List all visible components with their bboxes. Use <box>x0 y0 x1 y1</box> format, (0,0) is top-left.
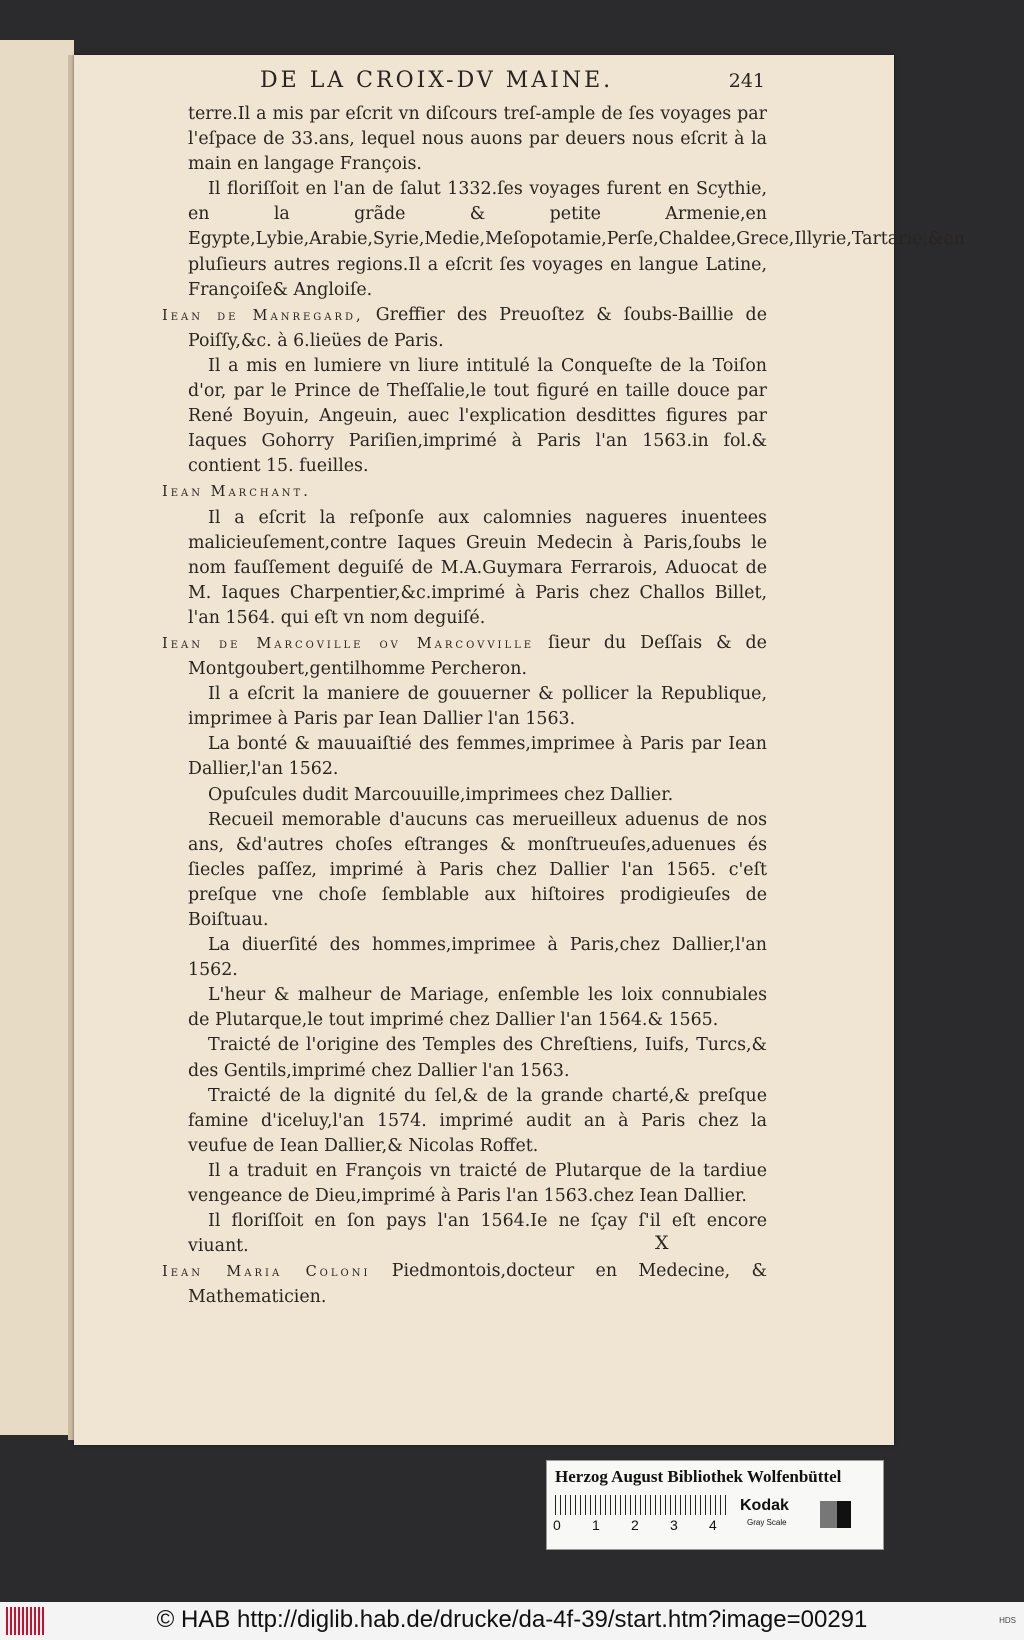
gray-swatch <box>820 1501 837 1528</box>
page-text <box>162 102 965 1311</box>
paragraph: Il floriſſoit en l'an de ſalut 1332.ſes voyages furent en Scythie, en la grãde & petite Armenie,en Egypte,Lybie,Arabie,Syrie,Medie,Meſopotamie,Perſe,Chaldee,Grece,Illyrie,Tartarie,&en pluſieurs autres regions.Il a eſcrit ſes voyages en langue Latine, Françoiſe& Angloiſe. <box>188 179 965 300</box>
author-name: Iean Maria Coloni <box>162 1264 371 1281</box>
paragraph: L'heur & malheur de Mariage, enſemble les loix connubiales de Plutarque,le tout imprimé chez Dallier l'an 1564.& 1565. <box>188 985 767 1031</box>
ruler-number: 2 <box>631 1517 639 1533</box>
entry-heading <box>162 631 767 682</box>
entry-heading <box>162 303 767 354</box>
entry-heading <box>162 479 767 505</box>
author-name: Iean Marchant. <box>162 484 311 501</box>
paragraph: terre.Il a mis par eſcrit vn diſcours treſ-ample de ſes voyages par l'eſpace de 33.ans, lequel nous auons par deuers nous eſcrit à la main en langage François. <box>188 104 767 175</box>
running-head <box>185 68 765 93</box>
entry-heading <box>162 1259 767 1310</box>
paragraph: Opuſcules dudit Marcouuille,imprimees chez Dallier. <box>208 784 674 805</box>
page-number: 241 <box>728 70 765 92</box>
black-swatch <box>837 1501 851 1528</box>
paragraph: Recueil memorable d'aucuns cas merueilleux aduenus de nos ans, &d'autres choſes eſtranges & monſtrueuſes,aduenues és ſiecles paſſez, imprimé à Paris chez Dallier l'an 1565. c'eſt preſque vne choſe ſemblable aux hiſtoires prodigieuſes de Boiſtuau. <box>188 809 767 930</box>
paragraph: Il floriſſoit en ſon pays l'an 1564.Ie ne ſçay ſ'il eſt encore viuant. <box>188 1211 767 1257</box>
paragraph: Traicté de la dignité du ſel,& de la grande charté,& preſque famine d'iceluy,l'an 1574. imprimé audit an à Paris chez la veufue de Iean Dallier,& Nicolas Roffet. <box>188 1085 767 1156</box>
paragraph: Traicté de l'origine des Temples des Chreſtiens, Iuifs, Turcs,& des Gentils,imprimé chez Dallier l'an 1563. <box>188 1035 767 1081</box>
library-name: Herzog August Bibliothek Wolfenbüttel <box>555 1467 842 1486</box>
ruler-number: 3 <box>670 1517 678 1533</box>
paragraph: La bonté & mauuaiſtié des femmes,imprimee à Paris par Iean Dallier,l'an 1562. <box>188 734 767 780</box>
paragraph: Il a eſcrit la maniere de gouuerner & pollicer la Republique, imprimee à Paris par Iean Dallier l'an 1563. <box>188 684 767 730</box>
ruler-number: 0 <box>553 1517 561 1533</box>
entry-description: Greffier des Preuoſtez & ſoubs-Baillie de Poiſſy,&c. à 6.lieües de Paris. <box>188 304 767 351</box>
author-name: Iean de Marcoville ov Marcovville <box>162 635 535 652</box>
left-page-edge <box>0 40 74 1435</box>
ruler-number: 4 <box>709 1517 717 1533</box>
paragraph: Il a traduit en François vn traicté de Plutarque de la tardiue vengeance de Dieu,imprimé à Paris l'an 1563.chez Iean Dallier. <box>188 1160 767 1207</box>
entry-description: Piedmontois,docteur en Medecine, & Mathematicien. <box>188 1261 767 1308</box>
paragraph: Il a mis en lumiere vn liure intitulé la Conqueſte de la Toiſon d'or, par le Prince de Theſſalie,le tout figuré en taille douce par René Boyuin, Angeuin, auec l'explication desdittes figures par Iaques Gohorry Pariſien,imprimé à Paris l'an 1563.in fol.& contient 15. fueilles. <box>188 355 767 477</box>
footer-bar <box>0 1602 1024 1640</box>
entry-description: ſieur du Deſſais & de Montgoubert,gentilhomme Percheron. <box>188 632 767 680</box>
author-name: Iean de Manregard, <box>162 307 364 324</box>
catchword: X <box>655 1232 669 1254</box>
paragraph: Il a eſcrit la reſponſe aux calomnies nagueres inuentees malicieuſement,contre Iaques Greuin Medecin à Paris,ſoubs le nom fauſſement deguiſé de M.A.Guymara Ferrarois, Aduocat de M. Iaques Charpentier,&c.imprimé à Paris chez Challos Billet, l'an 1564. qui eſt vn nom deguiſé. <box>188 507 767 628</box>
running-title: DE LA CROIX-DV MAINE. <box>260 68 614 93</box>
scale-ruler <box>555 1495 730 1515</box>
grayscale-label: Gray Scale <box>747 1518 787 1527</box>
kodak-logo: Kodak <box>740 1497 789 1514</box>
paragraph: La diuerſité des hommes,imprimee à Paris,chez Dallier,l'an 1562. <box>188 935 767 981</box>
footer-mark: HDS <box>999 1616 1016 1625</box>
source-url[interactable]: © HAB http://diglib.hab.de/drucke/da-4f-39/start.htm?image=00291 <box>156 1606 868 1633</box>
library-color-card <box>546 1460 884 1550</box>
ruler-number: 1 <box>592 1517 600 1533</box>
